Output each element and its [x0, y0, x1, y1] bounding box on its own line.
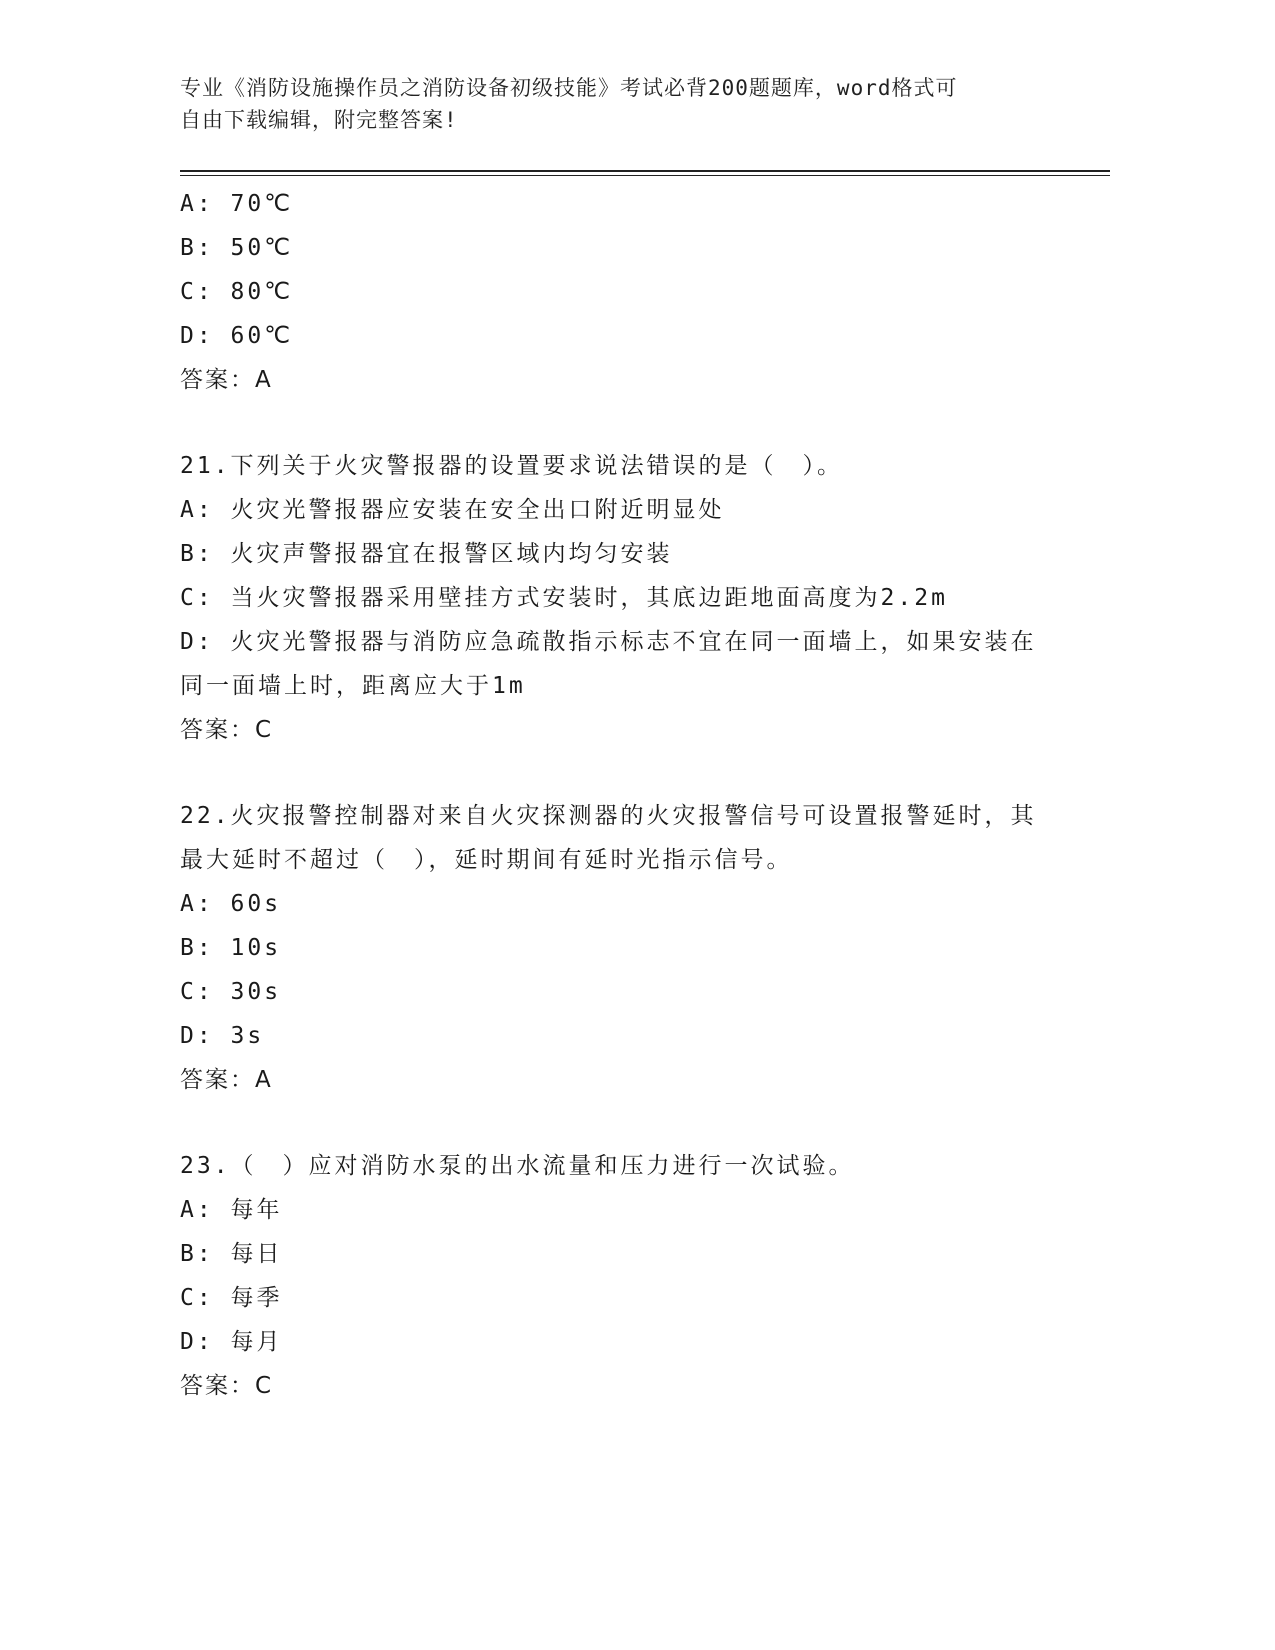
option-b: B: 50℃ — [180, 235, 294, 261]
question-stem: 21.下列关于火灾警报器的设置要求说法错误的是（ ）。 — [180, 453, 844, 479]
header-line-1: 专业《消防设施操作员之消防设备初级技能》考试必背200题题库，word格式可 — [180, 76, 958, 100]
option-d: D: 每月 — [180, 1329, 283, 1355]
document-header — [180, 72, 1060, 136]
option-c: C: 当火灾警报器采用壁挂方式安装时，其底边距地面高度为2.2m — [180, 585, 948, 611]
question-21 — [180, 444, 1060, 752]
question-stem: 23.（ ）应对消防水泵的出水流量和压力进行一次试验。 — [180, 1153, 855, 1179]
option-d: D: 火灾光警报器与消防应急疏散指示标志不宜在同一面墙上，如果安装在同一面墙上时，距离应大于1m — [180, 629, 1037, 699]
question-23 — [180, 1144, 1060, 1408]
question-22 — [180, 794, 1060, 1102]
question-list — [180, 182, 1060, 1408]
option-b: B: 每日 — [180, 1241, 283, 1267]
answer-line: 答案：C — [180, 1373, 274, 1399]
header-divider — [180, 170, 1110, 176]
option-d: D: 60℃ — [180, 323, 294, 349]
question-20 — [180, 182, 1060, 402]
option-b: B: 10s — [180, 935, 282, 961]
option-a: A: 每年 — [180, 1197, 283, 1223]
header-line-2: 自由下载编辑，附完整答案! — [180, 108, 458, 132]
answer-line: 答案：A — [180, 1067, 273, 1093]
option-d: D: 3s — [180, 1023, 265, 1049]
option-b: B: 火灾声警报器宜在报警区域内均匀安装 — [180, 541, 673, 567]
option-c: C: 80℃ — [180, 279, 294, 305]
option-a: A: 60s — [180, 891, 282, 917]
question-stem: 22.火灾报警控制器对来自火灾探测器的火灾报警信号可设置报警延时，其最大延时不超过（ ），延时期间有延时光指示信号。 — [180, 803, 1037, 873]
option-c: C: 30s — [180, 979, 282, 1005]
answer-line: 答案：C — [180, 717, 274, 743]
option-a: A: 70℃ — [180, 191, 294, 217]
option-c: C: 每季 — [180, 1285, 283, 1311]
option-a: A: 火灾光警报器应安装在安全出口附近明显处 — [180, 497, 725, 523]
answer-line: 答案：A — [180, 367, 273, 393]
